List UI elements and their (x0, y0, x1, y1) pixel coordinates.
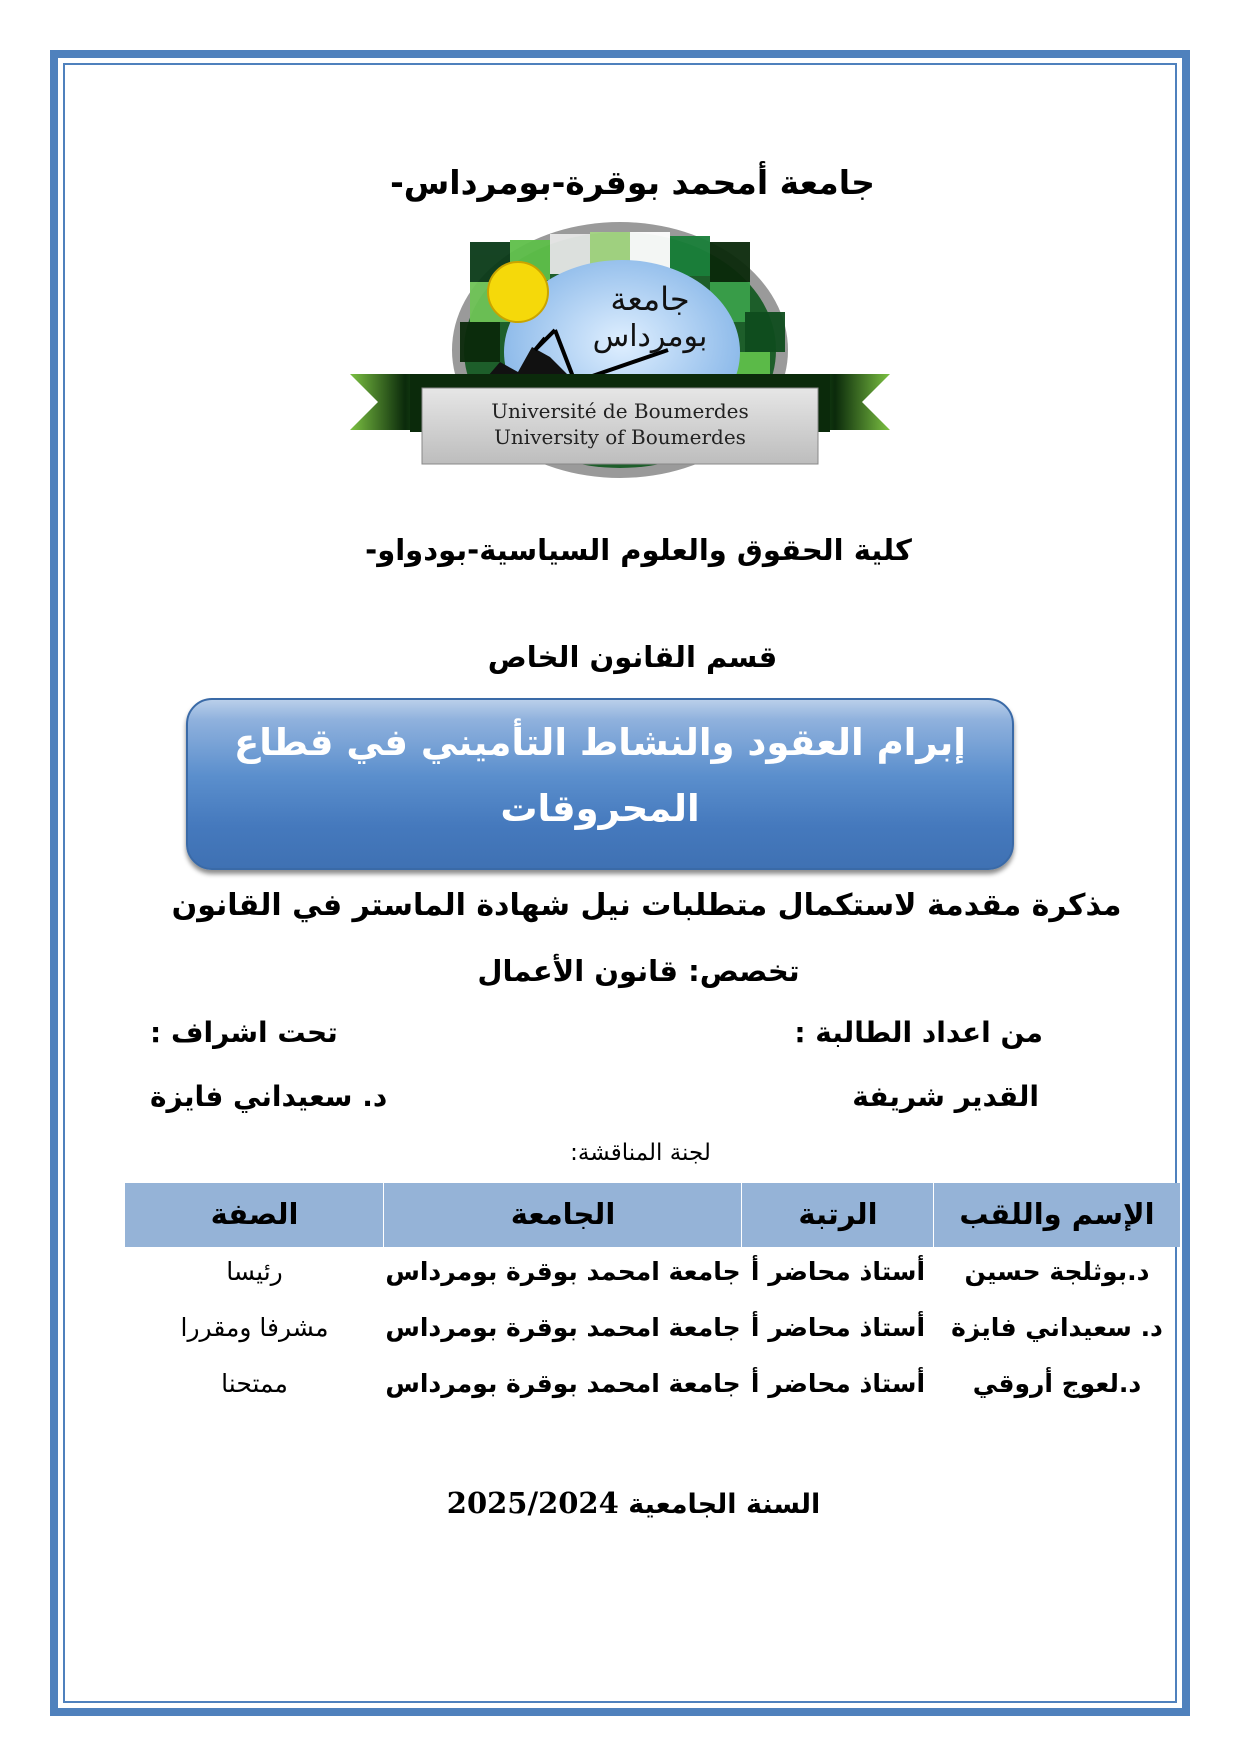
member-rank: أستاذ محاضر أ (750, 1257, 926, 1286)
member-university: جامعة امحمد بوقرة بومرداس (385, 1369, 741, 1398)
academic-year: 2025/2024 (446, 1486, 619, 1520)
table-header-row (125, 1183, 1180, 1247)
header-divider (741, 1183, 742, 1247)
thesis-title-box (186, 698, 1014, 870)
member-university: جامعة امحمد بوقرة بومرداس (385, 1257, 741, 1286)
thesis-title: إبرام العقود والنشاط التأميني في قطاع المحروقات (234, 721, 966, 830)
header-rank: الرتبة (798, 1197, 878, 1231)
header-divider (933, 1183, 934, 1247)
table-row (125, 1359, 1180, 1415)
table-row (125, 1247, 1180, 1303)
member-university: جامعة امحمد بوقرة بومرداس (385, 1313, 741, 1342)
header-name: الإسم واللقب (959, 1197, 1155, 1231)
faculty-name: كلية الحقوق والعلوم السياسية-بودواو- (365, 533, 912, 567)
supervisor-name: د. سعيداني فايزة (150, 1080, 388, 1113)
member-name: د.بوثلجة حسين (964, 1257, 1150, 1286)
committee-label: لجنة المناقشة: (570, 1140, 711, 1166)
academic-year-line (0, 1486, 1241, 1520)
thesis-statement: مذكرة مقدمة لاستكمال متطلبات نيل شهادة الماستر في القانون (171, 888, 1122, 923)
member-role: رئيسا (226, 1257, 283, 1286)
logo-english-text: University of Boumerdes (494, 425, 746, 449)
member-role: مشرفا ومقررا (180, 1313, 329, 1342)
member-role: ممتحنا (221, 1369, 288, 1398)
logo-arabic-line2: بومرداس (592, 319, 708, 354)
header-divider (383, 1183, 384, 1247)
member-rank: أستاذ محاضر أ (750, 1369, 926, 1398)
supervised-by-label: تحت اشراف : (150, 1016, 338, 1049)
department-name: قسم القانون الخاص (487, 640, 778, 674)
member-name: د.لعوج أروقي (972, 1369, 1142, 1398)
member-name: د. سعيداني فايزة (951, 1313, 1163, 1342)
student-name: القدير شريفة (852, 1080, 1039, 1113)
academic-year-label: السنة الجامعية (628, 1489, 821, 1520)
university-logo (350, 222, 890, 522)
logo-arabic-line1: جامعة (610, 280, 690, 318)
header-role: الصفة (210, 1197, 299, 1231)
logo-french-text: Université de Boumerdes (491, 399, 749, 423)
committee-table (125, 1183, 1180, 1415)
prepared-by-label: من اعداد الطالبة : (794, 1016, 1043, 1049)
table-row (125, 1303, 1180, 1359)
university-name: جامعة أمحمد بوقرة-بومرداس- (390, 163, 875, 202)
member-rank: أستاذ محاضر أ (750, 1313, 926, 1342)
specialization: تخصص: قانون الأعمال (477, 954, 800, 988)
header-university: الجامعة (510, 1197, 616, 1231)
